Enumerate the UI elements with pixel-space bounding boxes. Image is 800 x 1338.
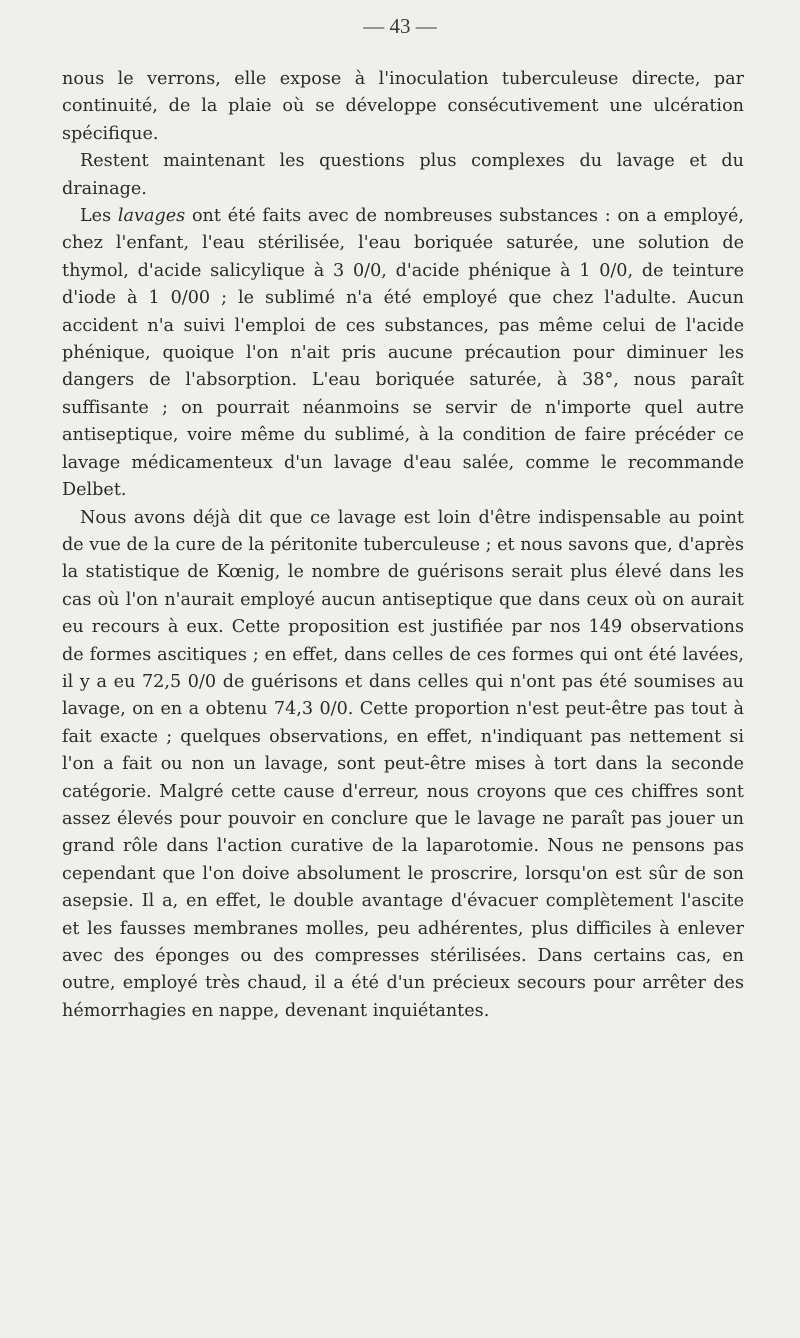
paragraph-4: Nous avons déjà dit que ce lavage est loin d'être indispensable au point de vue de la cure de la péritonite tuberculeuse ; et nous savons que, d'après la statistique de Kœnig, le nombre de guérisons serait plus élevé dans les cas où l'on n'aurait employé aucun antiseptique que dans ceux où on aurait eu recours à eux. Cette proposition est justifiée par nos 149 observations de formes ascitiques ; en effet, dans celles de ces formes qui ont été lavées, il y a eu 72,5 0/0 de guérisons et dans celles qui n'ont pas été soumises au lavage, on en a obtenu 74,3 0/0. Cette proportion n'est peut-être pas tout à fait exacte ; quelques observations, en effet, n'indiquant pas nettement si l'on a fait ou non un lavage, sont peut-être mises à tort dans la seconde catégorie. Malgré cette cause d'erreur, nous croyons que ces chiffres sont assez élevés pour pouvoir en conclure que le lavage ne paraît pas jouer un grand rôle dans l'action curative de la laparotomie. Nous ne pensons pas cependant que l'on doive absolument le proscrire, lorsqu'on est sûr de son asepsie. Il a, en effet, le double avantage d'évacuer complètement l'ascite et les fausses membranes molles, peu adhérentes, plus difficiles à enlever avec des éponges ou des compresses stérilisées. Dans certains cas, en outre, employé très chaud, il a été d'un précieux secours pour arrêter des hémorrhagies en nappe, devenant inquiétantes. xyxy=(62,507,744,1021)
page-number: — 43 — xyxy=(363,14,437,38)
paragraph-3 xyxy=(62,203,744,504)
emphasis-lavages: lavages xyxy=(117,206,186,227)
paragraph-3-lead: Les xyxy=(80,206,118,227)
paragraph-2: Restent maintenant les questions plus complexes du lavage et du drainage. xyxy=(62,151,744,199)
body-text xyxy=(62,66,744,1025)
paragraph-3-text: ont été faits avec de nombreuses substances : on a employé, chez l'enfant, l'eau stérilisée, l'eau boriquée saturée, une solution de thymol, d'acide salicylique à 3 0/0, d'acide phénique à 1 0/0, de teinture d'iode à 1 0/00 ; le sublimé n'a été employé que chez l'adulte. Aucun accident n'a suivi l'emploi de ces substances, pas même celui de l'acide phénique, quoique l'on n'ait pris aucune précaution pour diminuer les dangers de l'absorption. L'eau boriquée saturée, à 38°, nous paraît suffisante ; on pourrait néanmoins se servir de n'importe quel autre antiseptique, voire même du sublimé, à la condition de faire précéder ce lavage médicamenteux d'un lavage d'eau salée, comme le recommande Delbet. xyxy=(62,206,744,501)
paragraph-1: nous le verrons, elle expose à l'inoculation tuberculeuse directe, par continuité, de la plaie où se développe consécutivement une ulcération spécifique. xyxy=(62,69,744,144)
